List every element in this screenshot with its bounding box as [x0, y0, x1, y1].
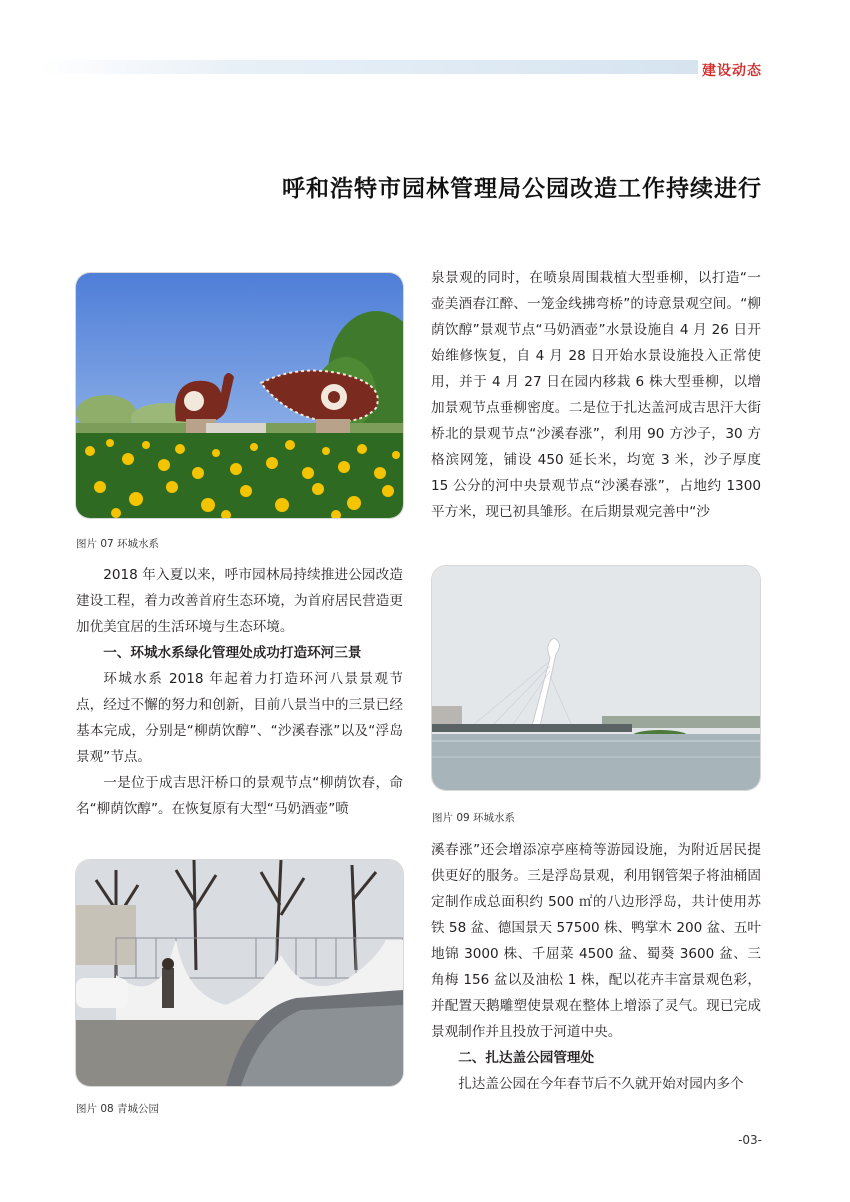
paragraph: 泉景观的同时，在喷泉周围栽植大型垂柳，以打造“一壶美酒春江醉、一笼金线拂弯桥”的诗意景观空间。“柳荫饮醇”景观节点“马奶酒壶”水景设施自 4 月 26 日开始维修恢复，自 4 月 28 日开始水景设施投入正常使用，并于 4 月 27 日在园内移栽 6 株大型垂柳，以增加景观节点垂柳密度。二是位于扎达盖河成吉思汗大街桥北的景观节点“沙溪春涨”，利用 90 方沙子，30 方格滨网笼，铺设 450 延长米，均宽 3 米，沙子厚度 15 公分的河中央景观节点“沙溪春涨”，占地约 1300 平方米，现已初具雏形。在后期景观完善中“沙	[431, 270, 761, 520]
paragraph: 2018 年入夏以来，呼市园林局持续推进公园改造建设工程，着力改善首府生态环境，为首府居民营造更加优美宜居的生活环境与生态环境。	[76, 567, 403, 635]
section-heading: 二、扎达盖公园管理处	[458, 1050, 595, 1066]
paragraph: 溪春涨”还会增添凉亭座椅等游园设施，为附近居民提供更好的服务。三是浮岛景观，利用钢管架子将油桶固定制作成总面积约 500 ㎡的八边形浮岛，共计使用苏铁 58 盆、德国景天 57500 株、鸭掌木 200 盆、五叶地锦 3000 株、千屈菜 4500 盆、蜀葵 3600 盆、三角梅 156 盆以及油松 1 株，配以花卉丰富景观色彩，并配置天鹅雕塑使景观在整体上增添了灵气。现已完成景观制作并且投放于河道中央。	[431, 842, 761, 1040]
paragraph: 环城水系 2018 年起着力打造环河八景景观节点，经过不懈的努力和创新，目前八景当中的三景已经基本完成，分别是“柳荫饮醇”、“沙溪春涨”以及“浮岛景观”节点。	[76, 671, 403, 765]
photo-fig09	[432, 566, 760, 790]
caption-fig08: 图片 08 青城公园	[76, 1103, 160, 1115]
right-column-bottom	[431, 837, 761, 1097]
photo-fig07	[76, 273, 403, 518]
right-column-top	[431, 265, 761, 525]
paragraph: 扎达盖公园在今年春节后不久就开始对园内多个	[458, 1076, 744, 1092]
section-heading: 一、环城水系绿化管理处成功打造环河三景	[103, 645, 362, 661]
section-label: 建设动态	[702, 63, 762, 79]
caption-fig09: 图片 09 环城水系	[432, 812, 516, 824]
paragraph: 一是位于成吉思汗桥口的景观节点“柳荫饮春，命名“柳荫饮醇”。在恢复原有大型“马奶酒壶”喷	[76, 775, 403, 817]
page-number: -03-	[738, 1133, 762, 1147]
article-title: 呼和浩特市园林管理局公园改造工作持续进行	[282, 176, 762, 202]
photo-fig08	[76, 860, 403, 1086]
left-column	[76, 562, 403, 822]
caption-fig07: 图片 07 环城水系	[76, 538, 160, 550]
header-band	[38, 60, 698, 74]
